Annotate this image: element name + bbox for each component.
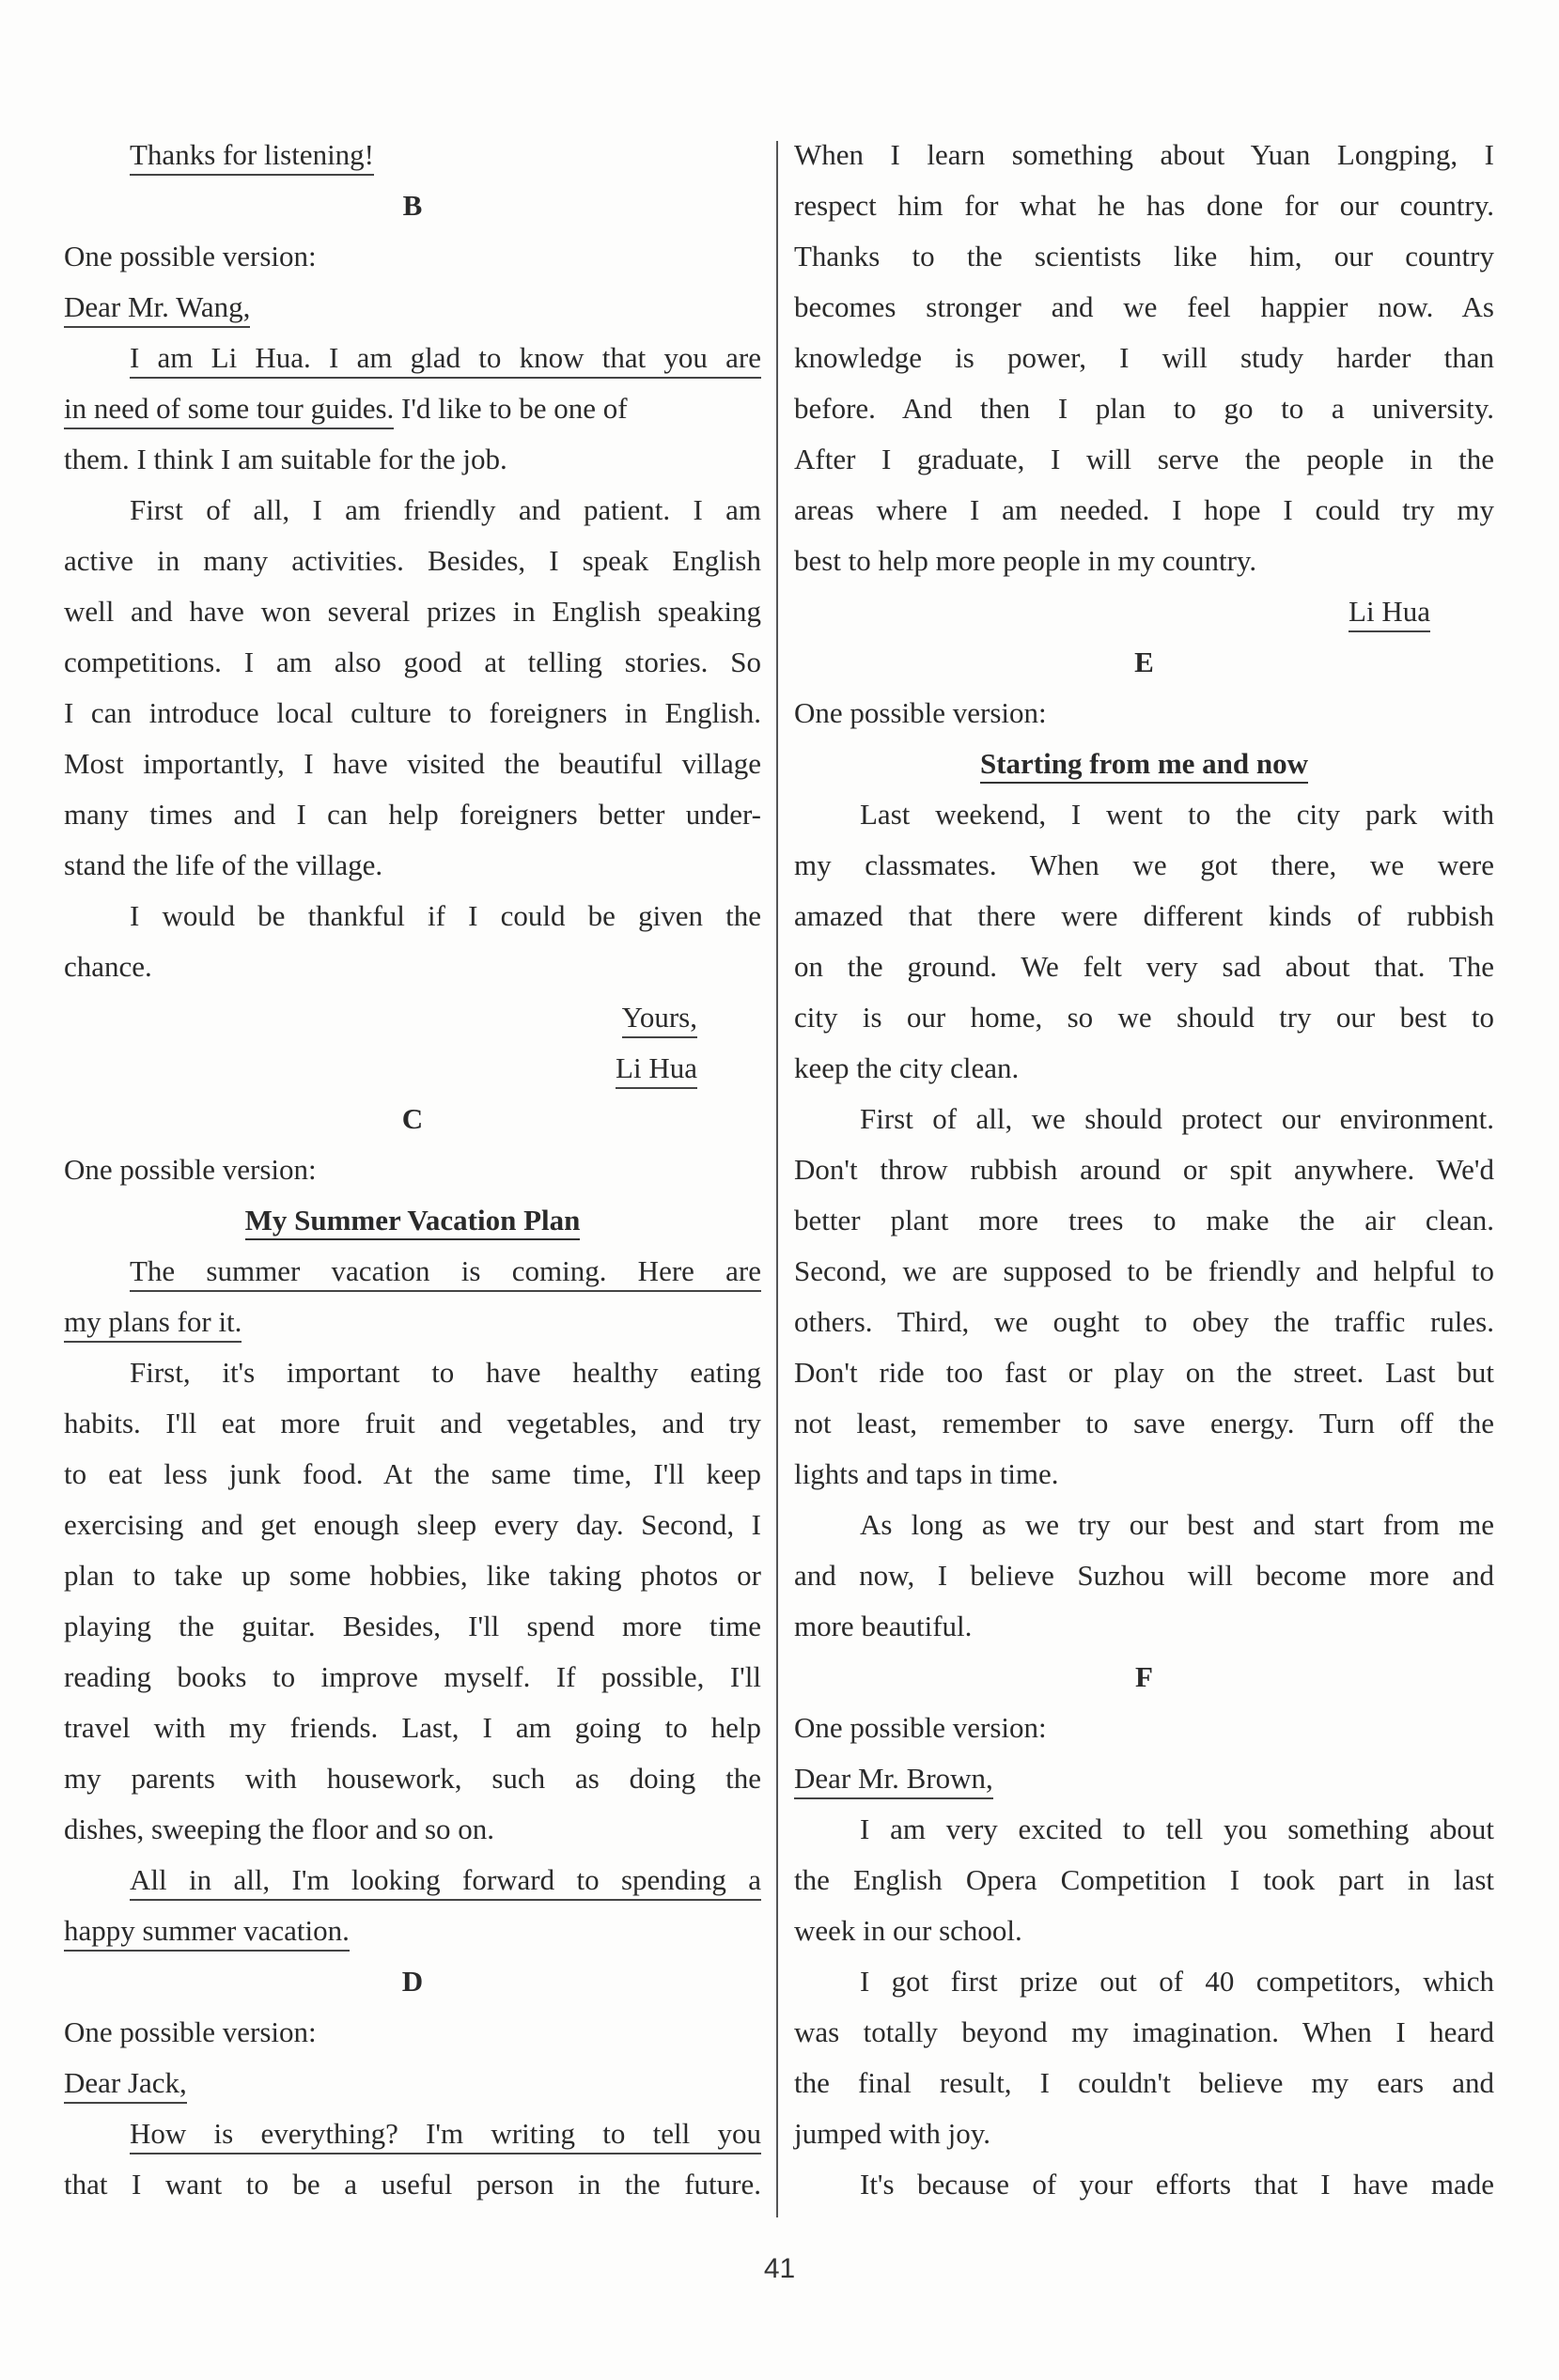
text-line: I got first prize out of 40 competitors, which (860, 1965, 1494, 1998)
section-label-c: C (401, 1102, 424, 1135)
text-line: week in our school. (794, 1914, 1022, 1947)
right-column (794, 130, 1494, 2210)
text-line: All in all, I'm looking forward to spending a (64, 1855, 761, 1906)
text-line: dishes, sweeping the floor and so on. (64, 1812, 495, 1845)
text-line: best to help more people in my country. (794, 544, 1257, 577)
version-intro: One possible version: (794, 696, 1047, 729)
text-line: happy summer vacation. (64, 1906, 761, 1956)
text-line: many times and I can help foreigners better under- (64, 798, 761, 831)
text-line: I am very excited to tell you something about (860, 1812, 1494, 1845)
signature: Li Hua (64, 1043, 761, 1094)
text-line: amazed that there were different kinds of rubbish (794, 899, 1494, 932)
text-line: areas where I am needed. I hope I could try my (794, 493, 1494, 526)
version-intro: One possible version: (64, 240, 317, 272)
text-line: I would be thankful if I could be given the (130, 899, 761, 932)
salutation: Dear Mr. Wang, (64, 282, 761, 333)
text-line: competitions. I am also good at telling stories. So (64, 646, 761, 678)
text-line: my classmates. When we got there, we were (794, 848, 1494, 881)
essay-title: Starting from me and now (794, 739, 1494, 789)
text-line: the English Opera Competition I took part in last (794, 1863, 1494, 1896)
text-line: Thanks to the scientists like him, our country (794, 240, 1494, 272)
text-line: the final result, I couldn't believe my ears and (794, 2066, 1494, 2099)
text-line: was totally beyond my imagination. When I heard (794, 2015, 1494, 2048)
text-line: jumped with joy. (794, 2117, 990, 2150)
page-number: 41 (763, 2253, 796, 2284)
text-line: Don't ride too fast or play on the street. Last but (794, 1356, 1494, 1389)
salutation: Dear Mr. Brown, (794, 1753, 1494, 1804)
essay-title: My Summer Vacation Plan (64, 1195, 761, 1246)
text-line: on the ground. We felt very sad about that. The (794, 950, 1494, 983)
version-intro: One possible version: (794, 1711, 1047, 1744)
text-line: habits. I'll eat more fruit and vegetables, and try (64, 1407, 761, 1439)
section-label-f: F (1135, 1660, 1153, 1693)
text-line: Thanks for listening! (64, 130, 761, 180)
text-line: Don't throw rubbish around or spit anywhere. We'd (794, 1153, 1494, 1186)
left-column (64, 130, 761, 2210)
version-intro: One possible version: (64, 2015, 317, 2048)
text-line: better plant more trees to make the air clean. (794, 1204, 1494, 1237)
text-line: First, it's important to have healthy eating (130, 1356, 761, 1389)
text-line: After I graduate, I will serve the people in the (794, 443, 1494, 475)
text-line: exercising and get enough sleep every day. Second, I (64, 1508, 761, 1541)
text-line: respect him for what he has done for our country. (794, 189, 1494, 222)
text-line: that I want to be a useful person in the future. (64, 2168, 761, 2201)
column-divider (776, 141, 778, 2217)
section-label-d: D (401, 1965, 424, 1998)
text-line: It's because of your efforts that I have made (860, 2168, 1494, 2201)
text-line: travel with my friends. Last, I am going to help (64, 1711, 761, 1744)
text-line: plan to take up some hobbies, like taking photos or (64, 1559, 761, 1592)
text-line: more beautiful. (794, 1610, 973, 1642)
text-line: playing the guitar. Besides, I'll spend more time (64, 1610, 761, 1642)
text-line: not least, remember to save energy. Turn off the (794, 1407, 1494, 1439)
text-line: Most importantly, I have visited the beautiful village (64, 747, 761, 780)
text-line: First of all, I am friendly and patient. I am (130, 493, 761, 526)
text-line: active in many activities. Besides, I speak English (64, 544, 761, 577)
text-line: lights and taps in time. (794, 1457, 1059, 1490)
text-line: The summer vacation is coming. Here are (64, 1246, 761, 1297)
section-label-b: B (402, 189, 423, 222)
text-line: reading books to improve myself. If possible, I'll (64, 1660, 761, 1693)
salutation: Dear Jack, (64, 2058, 761, 2108)
text-line: them. I think I am suitable for the job. (64, 443, 507, 475)
text-line: How is everything? I'm writing to tell you (64, 2108, 761, 2159)
text-line: in need of some tour guides. I'd like to be one of (64, 383, 761, 434)
version-intro: One possible version: (64, 1153, 317, 1186)
text-line: As long as we try our best and start from me (860, 1508, 1494, 1541)
closing: Yours, (64, 992, 761, 1043)
text-line: Second, we are supposed to be friendly and helpful to (794, 1254, 1494, 1287)
text-line: knowledge is power, I will study harder than (794, 341, 1494, 374)
text-line: to eat less junk food. At the same time, I'll keep (64, 1457, 761, 1490)
text-line: chance. (64, 950, 152, 983)
text-line: my parents with housework, such as doing the (64, 1762, 761, 1795)
text-line: stand the life of the village. (64, 848, 383, 881)
text-line: well and have won several prizes in English speaking (64, 595, 761, 628)
text-line: I can introduce local culture to foreigners in English. (64, 696, 761, 729)
signature: Li Hua (794, 586, 1494, 637)
section-label-e: E (1134, 646, 1154, 678)
text-line: and now, I believe Suzhou will become more and (794, 1559, 1494, 1592)
text-line: I am Li Hua. I am glad to know that you are (64, 333, 761, 383)
text-line: others. Third, we ought to obey the traffic rules. (794, 1305, 1494, 1338)
text-line: When I learn something about Yuan Longping, I (794, 138, 1494, 171)
text-line: becomes stronger and we feel happier now. As (794, 290, 1494, 323)
text-line: my plans for it. (64, 1297, 761, 1347)
text-line: city is our home, so we should try our best to (794, 1001, 1494, 1034)
text-line: First of all, we should protect our environment. (860, 1102, 1494, 1135)
text-line: before. And then I plan to go to a university. (794, 392, 1494, 425)
text-line: Last weekend, I went to the city park with (860, 798, 1494, 831)
text-line: keep the city clean. (794, 1051, 1020, 1084)
